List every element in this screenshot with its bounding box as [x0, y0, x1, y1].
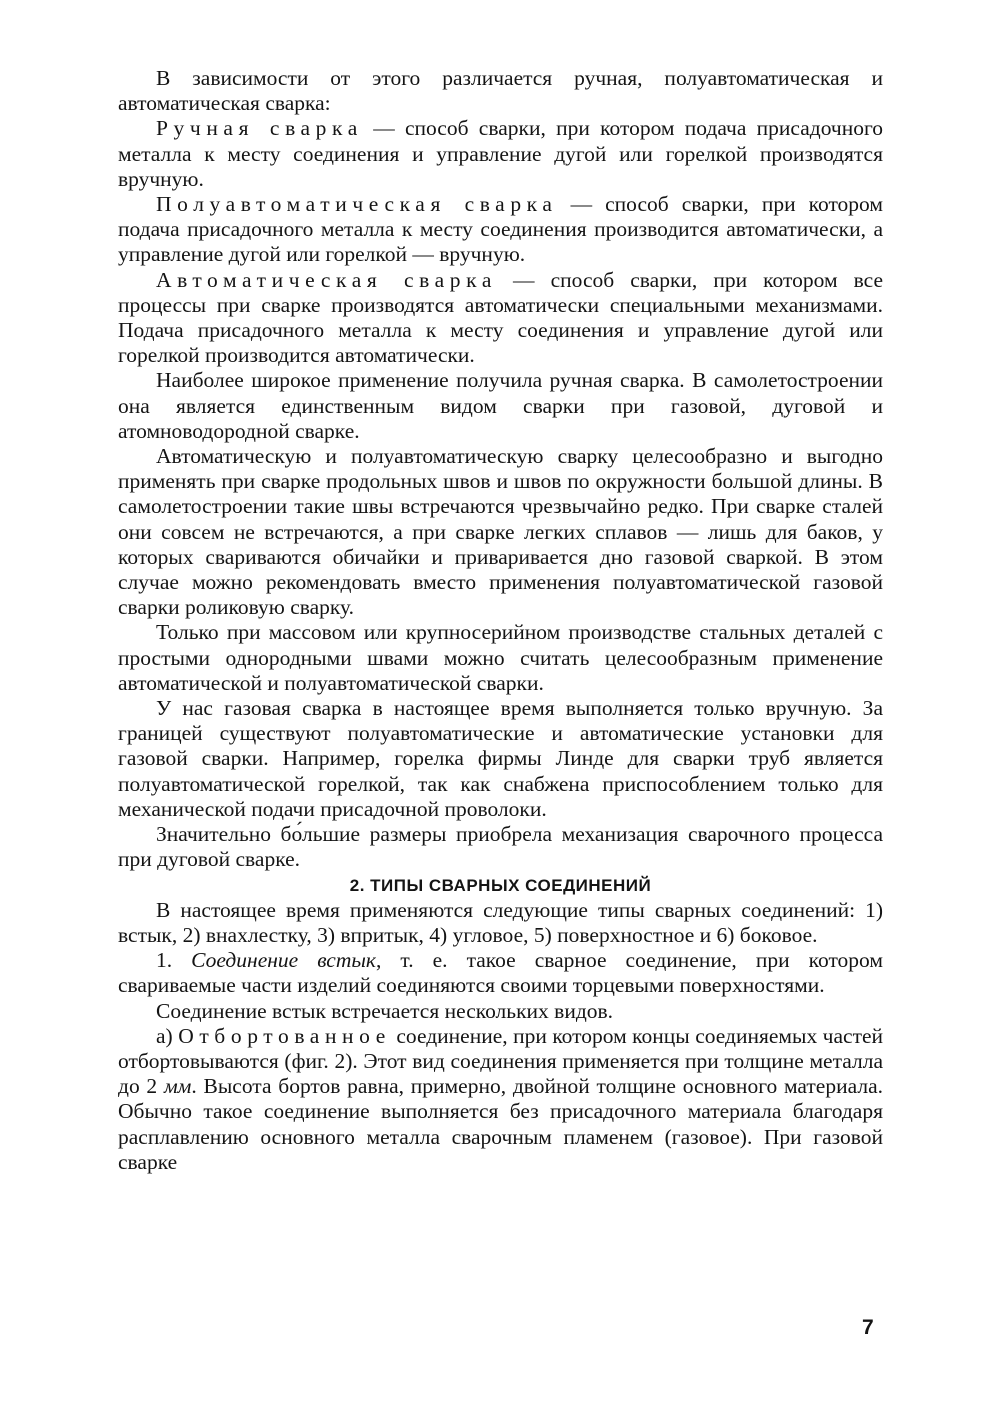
term-semiautomatic-welding: Полуавтоматическая сварка — [156, 192, 558, 217]
definition-semiautomatic-welding: — способ сварки, при котором подача присадочного металла к месту соединения производится автоматически, а управление дугой или горелкой — вручную. — [118, 192, 883, 267]
paragraph-intro: В зависимости от этого различается ручная, полуавтоматическая и автоматическая сварка: — [118, 66, 883, 116]
item-letter: а) — [156, 1023, 173, 1048]
term-flanged: Отбортованное — [178, 1023, 391, 1048]
paragraph-flanged-joint — [118, 1024, 883, 1175]
paragraph-arc-mechanization: Значительно бо́льшие размеры приобрела механизация сварочного процесса при дуговой сварке. — [118, 822, 883, 872]
paragraph-butt-joint — [118, 948, 883, 998]
page-text — [118, 66, 883, 1175]
paragraph-gas-welding-state: У нас газовая сварка в настоящее время выполняется только вручную. За границей существуют полуавтоматические и автоматические установки для газовой сварки. Например, горелка фирмы Линде для сварки труб является полуавтоматической горелкой, так как снабжена приспособлением только для механической подачи присадочной проволоки. — [118, 696, 883, 821]
paragraph-automation-usage: Автоматическую и полуавтоматическую сварку целесообразно и выгодно применять при сварке продольных швов и швов по окружности большой длины. В самолетостроении такие швы встречаются чрезвычайно редко. При сварке сталей они совсем не встречаются, а при сварке легких сплавов — лишь для баков, у которых свариваются обичайки и приваривается дно газовой сваркой. В этом случае можно рекомендовать вместо применения полуавтоматической газовой сварки роликовую сварку. — [118, 444, 883, 620]
paragraph-joint-types: В настоящее время применяются следующие типы сварных соединений: 1) встык, 2) внахлестку, 3) впритык, 4) угловое, 5) поверхностное и 6) боковое. — [118, 897, 883, 947]
paragraph-manual-usage: Наиболее широкое применение получила ручная сварка. В самолетостроении она является единственным видом сварки при газовой, дуговой и атомноводородной сварке. — [118, 368, 883, 443]
paragraph-manual-welding — [118, 116, 883, 192]
definition-butt-joint: , т. е. такое сварное соединение, при котором свариваемые части изделий соединяются своими торцевыми поверхностями. — [118, 948, 884, 998]
paragraph-mass-production: Только при массовом или крупносерийном производстве стальных деталей с простыми однородными швами можно считать целесообразным применение автоматической и полуавтоматической сварки. — [118, 620, 883, 695]
term-butt-joint: Соединение встык — [191, 948, 376, 973]
flanged-text-b: . Высота бортов равна, примерно, двойной толщине основного материала. Обычно такое соединение выполняется без присадочного материала благодаря расплавлению основного металла сварочным пламенем (газовое). При газовой сварке — [118, 1074, 883, 1174]
definition-automatic-welding: — способ сварки, при котором все процессы при сварке производятся автоматически специальными механизмами. Подача присадочного металла к месту соединения и управление дугой или горелкой производится автоматически. — [118, 267, 883, 368]
paragraph-semiautomatic-welding — [118, 192, 883, 268]
term-automatic-welding: Автоматическая сварка — [156, 267, 497, 292]
paragraph-butt-joint-kinds: Соединение встык встречается нескольких видов. — [156, 998, 614, 1023]
section-heading: 2. ТИПЫ СВАРНЫХ СОЕДИНЕНИЙ — [349, 875, 652, 895]
unit-mm: мм — [163, 1074, 192, 1099]
definition-manual-welding: — способ сварки, при котором подача присадочного металла к месту соединения и управление дугой или горелкой производятся вручную. — [118, 116, 884, 191]
item-number: 1. — [156, 948, 173, 973]
paragraph-automatic-welding — [118, 268, 883, 369]
term-manual-welding: Ручная сварка — [156, 116, 363, 141]
page-number: 7 — [862, 1316, 874, 1339]
flanged-text-a: соединение, при котором концы соединяемых частей отбортовываются (фиг. 2). Этот вид соединения применяется при толщине металла до 2 — [118, 1023, 884, 1099]
